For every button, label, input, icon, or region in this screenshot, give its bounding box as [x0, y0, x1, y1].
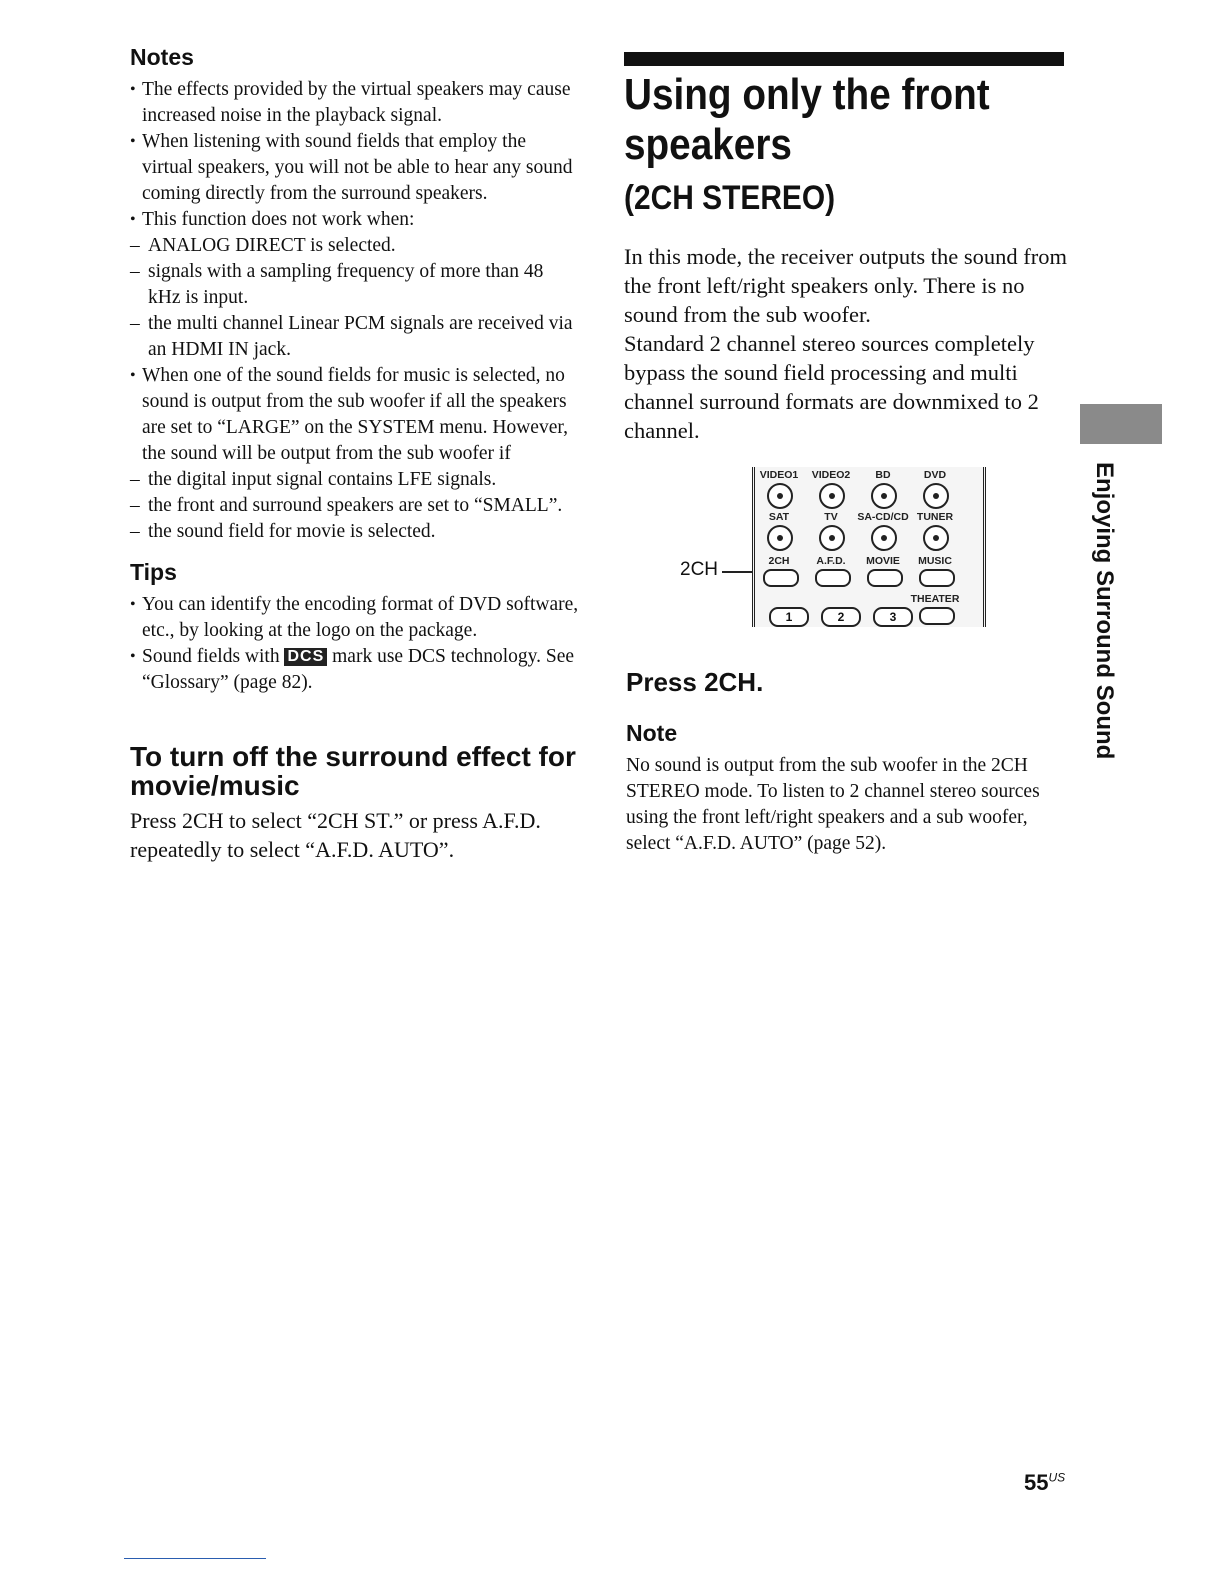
remote-label: VIDEO1	[759, 469, 799, 481]
note-heading: Note	[626, 720, 678, 746]
section-subtitle: (2CH STEREO)	[624, 179, 836, 217]
note-item: • When listening with sound fields that employ the virtual speakers, you will not be able to hear any sound coming directly from the surround speakers.	[130, 129, 580, 207]
note-subitem: – the sound field for movie is selected.	[130, 519, 580, 545]
note-subitem: – ANALOG DIRECT is selected.	[130, 233, 580, 259]
remote-button	[815, 569, 851, 587]
instruction: Press 2CH.	[626, 667, 764, 697]
left-column	[130, 44, 580, 864]
remote-button	[819, 525, 845, 551]
remote-button	[767, 483, 793, 509]
dcs-logo-icon: DCS	[284, 648, 327, 666]
section-title-line1: Using only the front	[624, 70, 990, 119]
remote-label: MUSIC	[918, 555, 952, 567]
footer-rule	[124, 1558, 266, 1559]
remote-label: SAT	[768, 511, 790, 523]
remote-label: VIDEO2	[811, 469, 851, 481]
remote-button	[871, 483, 897, 509]
tip-item: • You can identify the encoding format of DVD software, etc., by looking at the logo on the package.	[130, 592, 580, 644]
remote-button	[923, 525, 949, 551]
notes-heading: Notes	[130, 44, 194, 70]
tips-heading: Tips	[130, 559, 177, 585]
remote-button	[867, 569, 903, 587]
remote-button	[819, 483, 845, 509]
section-title-line2: speakers	[624, 120, 792, 169]
remote-label: SA-CD/CD	[857, 511, 909, 523]
page-number: $55^{US}$	[1024, 1470, 1066, 1495]
note-subitem: – the front and surround speakers are set to “SMALL”.	[130, 493, 580, 519]
notes-list	[130, 77, 580, 545]
note-item: • When one of the sound fields for music is selected, no sound is output from the sub woofer if all the speakers are set to “LARGE” on the SYSTEM menu. However, the sound will be output from the sub woofer if – the digital input signal contains LFE signals. – the front and surround speakers are set to “SMALL”. – the sound field for movie is selected.	[130, 363, 580, 545]
remote-button	[871, 525, 897, 551]
remote-label: THEATER	[910, 593, 960, 605]
note-subitem: – the multi channel Linear PCM signals are received via an HDMI IN jack.	[130, 311, 580, 363]
remote-label: TUNER	[916, 511, 954, 523]
remote-button	[919, 569, 955, 587]
remote-number-button: 3	[873, 607, 913, 627]
turn-off-heading: To turn off the surround effect for movie/music	[130, 741, 576, 801]
note-text: No sound is output from the sub woofer in the 2CH STEREO mode. To listen to 2 channel stereo sources using the front left/right speakers and a sub woofer, select “A.F.D. AUTO” (page 52).	[626, 755, 1040, 854]
remote-button	[767, 525, 793, 551]
intro-paragraph: In this mode, the receiver outputs the sound from the front left/right speakers only. There is no sound from the sub woofer. Standard 2 channel stereo sources completely bypass the sound field processing and multi channel surround formats are downmixed to 2 channel.	[624, 244, 1068, 443]
remote-number-button: 1	[769, 607, 809, 627]
remote-panel	[752, 467, 986, 627]
remote-button	[919, 607, 955, 625]
remote-label: MOVIE	[866, 555, 900, 567]
note-sublist	[142, 233, 580, 363]
remote-illustration	[624, 463, 1074, 653]
remote-label: BD	[875, 469, 891, 481]
page-suffix: US	[1048, 1470, 1066, 1485]
remote-number-button: 2	[821, 607, 861, 627]
note-item: • This function does not work when: – ANALOG DIRECT is selected. – signals with a sampling frequency of more than 48 kHz is input. – the multi channel Linear PCM signals are received via an HDMI IN jack.	[130, 207, 580, 363]
remote-button	[923, 483, 949, 509]
chapter-tab-marker	[1080, 404, 1162, 444]
turn-off-text: Press 2CH to select “2CH ST.” or press A.F.D. repeatedly to select “A.F.D. AUTO”.	[130, 808, 541, 862]
section-rule	[624, 52, 1064, 66]
remote-label: 2CH	[768, 555, 790, 567]
note-subitem: – signals with a sampling frequency of more than 48 kHz is input.	[130, 259, 580, 311]
remote-callout-label: 2CH	[680, 559, 719, 580]
remote-label: A.F.D.	[816, 555, 846, 567]
tips-list	[130, 592, 580, 696]
right-column	[624, 52, 1074, 857]
chapter-tab-label: Enjoying Surround Sound	[1091, 462, 1118, 760]
remote-2ch-button	[763, 569, 799, 587]
note-sublist	[142, 467, 580, 545]
remote-label: DVD	[923, 469, 947, 481]
note-item: • The effects provided by the virtual speakers may cause increased noise in the playback signal.	[130, 77, 580, 129]
note-subitem: – the digital input signal contains LFE signals.	[130, 467, 580, 493]
remote-label: TV	[824, 511, 838, 523]
tip-item: • Sound fields with DCS mark use DCS technology. See “Glossary” (page 82).	[130, 644, 580, 696]
